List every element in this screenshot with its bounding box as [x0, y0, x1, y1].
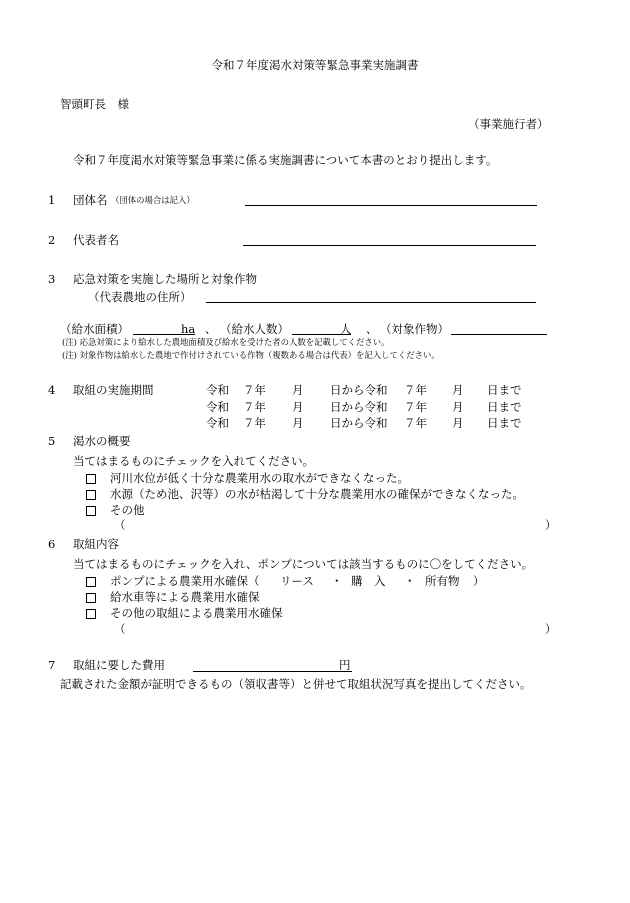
section-1-number: 1: [48, 193, 56, 207]
representative-name-field[interactable]: [243, 232, 536, 246]
measure-option-3-checkbox[interactable]: [86, 609, 96, 619]
period-month-start: 月: [292, 416, 304, 430]
separator-2: 、: [366, 322, 378, 336]
section-6-instruction: 当てはまるものにチェックを入れ、ポンプについては該当するものに〇をしてください。: [73, 557, 534, 571]
people-unit: 人: [340, 322, 352, 336]
crop-field[interactable]: [451, 321, 547, 335]
area-underline: [133, 334, 195, 335]
section-7-number: 7: [48, 658, 56, 672]
crop-underline: [451, 334, 547, 335]
drought-option-1-label: 河川水位が低く十分な農業用水の取水ができなくなった。: [110, 471, 409, 485]
measure-option-2-label: 給水車等による農業用水確保: [110, 590, 260, 604]
implementer-label: （事業施行者）: [468, 117, 549, 131]
cost-field[interactable]: [193, 657, 338, 671]
section-7-note: 記載された金額が証明できるもの（領収書等）と併せて取組状況写真を提出してください。: [60, 677, 532, 691]
period-middle: 日から令和: [330, 383, 388, 397]
drought-option-3-label: その他: [110, 503, 145, 517]
section-7-label: 取組に要した費用: [73, 658, 165, 672]
section-4-label: 取組の実施期間: [73, 383, 154, 397]
pump-choice-owned[interactable]: 所有物: [425, 574, 460, 588]
pump-choice-purchase[interactable]: 購 入: [351, 574, 386, 588]
section-1-label: 団体名: [73, 193, 108, 207]
drought-other-field[interactable]: [128, 518, 540, 532]
measure-option-2-checkbox[interactable]: [86, 593, 96, 603]
measure-other-paren-open: （: [114, 622, 126, 636]
period-era-start: 令和: [206, 383, 229, 397]
intro-text: 令和７年度渇水対策等緊急事業に係る実施調書について本書のとおり提出します。: [73, 153, 498, 167]
section-2-number: 2: [48, 233, 56, 247]
period-year-start: ７年: [243, 416, 266, 430]
period-middle: 日から令和: [330, 400, 388, 414]
section-2-label: 代表者名: [73, 233, 119, 247]
drought-option-3-checkbox[interactable]: [86, 506, 96, 516]
period-end: 日まで: [487, 383, 522, 397]
area-label: （給水面積）: [60, 322, 129, 336]
address-underline: [206, 302, 536, 303]
group-name-field[interactable]: [245, 192, 537, 206]
people-field[interactable]: [292, 321, 339, 335]
address-field[interactable]: [206, 289, 536, 303]
group-name-underline: [245, 205, 537, 206]
pump-choice-separator: ・: [331, 574, 343, 588]
crop-label: （対象作物）: [380, 322, 449, 336]
section-4-number: 4: [48, 383, 56, 397]
cost-underline: [193, 671, 352, 672]
representative-name-underline: [243, 245, 536, 246]
period-era-start: 令和: [206, 400, 229, 414]
people-underline: [292, 334, 351, 335]
separator-1: 、: [205, 322, 217, 336]
measure-option-3-label: その他の取組による農業用水確保: [110, 606, 283, 620]
drought-option-2-checkbox[interactable]: [86, 490, 96, 500]
note-crop: (注) 対象作物は給水した農地で作付けされている作物（複数ある場合は代表）を記入してください。: [62, 350, 440, 360]
drought-other-paren-close: ）: [545, 518, 557, 532]
measure-option-1-close: ）: [473, 574, 485, 588]
period-middle: 日から令和: [330, 416, 388, 430]
section-3-label: 応急対策を実施した場所と対象作物: [73, 272, 257, 286]
section-6-label: 取組内容: [73, 537, 119, 551]
period-end: 日まで: [487, 416, 522, 430]
period-year-end: ７年: [404, 416, 427, 430]
measure-option-1-label: ポンプによる農業用水確保（: [110, 574, 260, 588]
pump-choice-lease[interactable]: リース: [280, 574, 314, 588]
measure-other-paren-close: ）: [545, 622, 557, 636]
section-1-note: （団体の場合は記入）: [111, 195, 195, 205]
period-month-end: 月: [452, 383, 464, 397]
cost-unit: 円: [339, 658, 351, 672]
period-month-start: 月: [292, 400, 304, 414]
period-year-start: ７年: [243, 400, 266, 414]
drought-option-2-label: 水源（ため池、沢等）の水が枯渇して十分な農業用水の確保ができなくなった。: [110, 487, 524, 501]
section-5-number: 5: [48, 434, 56, 448]
people-label: （給水人数）: [220, 322, 289, 336]
period-end: 日まで: [487, 400, 522, 414]
period-month-start: 月: [292, 383, 304, 397]
section-5-instruction: 当てはまるものにチェックを入れてください。: [73, 454, 315, 468]
section-5-label: 渇水の概要: [73, 434, 131, 448]
pump-choice-separator: ・: [404, 574, 416, 588]
note-area-people: (注) 応急対策により給水した農地面積及び給水を受けた者の人数を記載してください。: [62, 337, 390, 347]
document-title: 令和７年度渇水対策等緊急事業実施調書: [211, 58, 419, 72]
period-month-end: 月: [452, 400, 464, 414]
addressee: 智頭町長 様: [60, 97, 129, 111]
measure-option-1-checkbox[interactable]: [86, 577, 96, 587]
area-field[interactable]: [133, 321, 181, 335]
section-6-number: 6: [48, 537, 56, 551]
period-month-end: 月: [452, 416, 464, 430]
drought-option-1-checkbox[interactable]: [86, 474, 96, 484]
period-era-start: 令和: [206, 416, 229, 430]
period-year-start: ７年: [243, 383, 266, 397]
section-3-number: 3: [48, 272, 56, 286]
period-year-end: ７年: [404, 400, 427, 414]
address-label: （代表農地の住所）: [88, 290, 192, 304]
period-year-end: ７年: [404, 383, 427, 397]
measure-other-field[interactable]: [128, 622, 540, 636]
drought-other-paren-open: （: [114, 518, 126, 532]
area-unit: ha: [181, 322, 196, 336]
